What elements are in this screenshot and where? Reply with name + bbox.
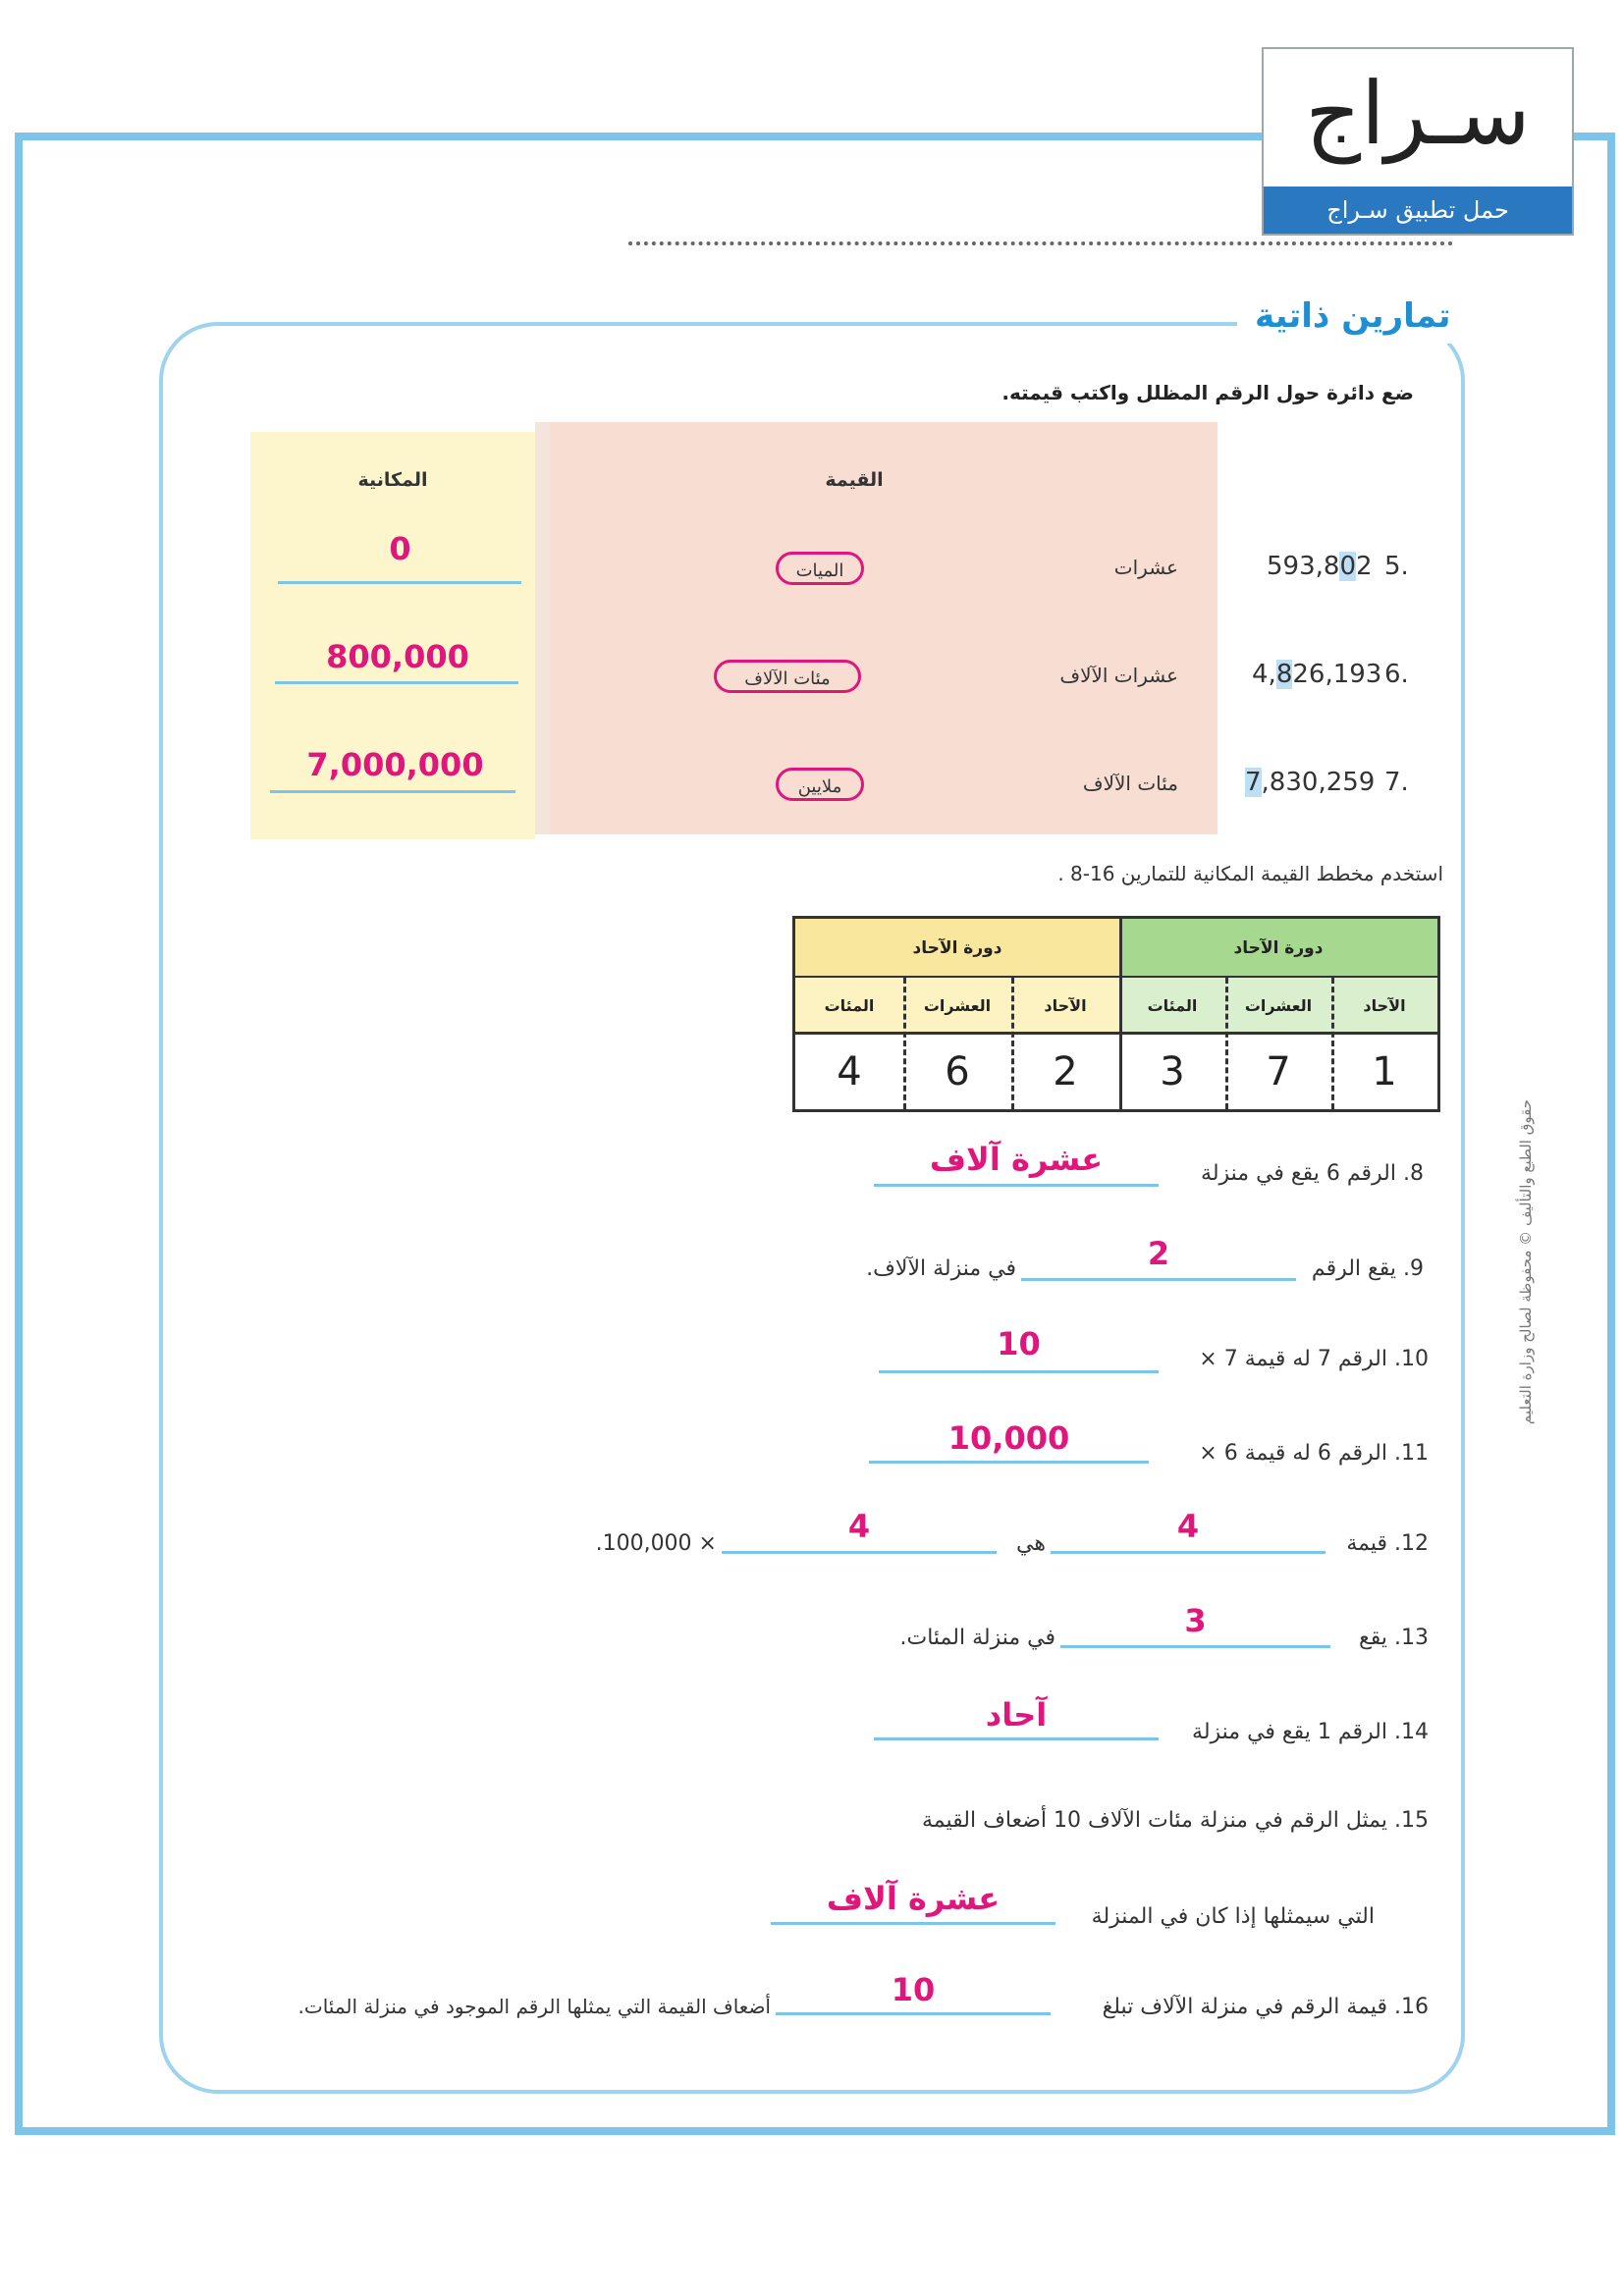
exercise-number: 6. — [1384, 660, 1409, 689]
exercise-14-answer: آحاد — [985, 1696, 1048, 1734]
header-ones: الآحاد — [1331, 978, 1437, 1035]
exercise-9-text: 9. يقع الرقم — [1311, 1256, 1424, 1281]
column-header-value: القيمة — [825, 469, 884, 491]
place-value-answer: 0 — [389, 530, 411, 567]
exercise-15-answer: عشرة آلاف — [826, 1880, 1001, 1917]
exercise-13-text: 13. يقع — [1359, 1626, 1429, 1650]
circled-answer: الميات — [776, 552, 864, 585]
exercise-15-text: 15. يمثل الرقم في منزلة مئات الآلاف 10 أضعاف القيمة — [922, 1808, 1429, 1833]
place-label: مئات الآلاف — [1082, 772, 1178, 795]
column-divider — [1331, 978, 1334, 1109]
exercise-12-text: 12. قيمة — [1346, 1531, 1429, 1556]
exercise-13-text-2: في منزلة المئات. — [899, 1626, 1055, 1650]
column-divider — [1011, 978, 1014, 1109]
group-divider — [1119, 919, 1122, 1109]
exercise-14-text: 14. الرقم 1 يقع في منزلة — [1192, 1720, 1429, 1744]
answer-line — [874, 1737, 1159, 1740]
column-divider — [903, 978, 906, 1109]
answer-line — [1060, 1645, 1330, 1648]
highlighted-digit: 0 — [1339, 552, 1356, 581]
header-hundreds: المئات — [1119, 978, 1225, 1035]
exercise-12-tail: × 100,000. — [595, 1531, 717, 1556]
exercise-16-answer: 10 — [891, 1971, 936, 2008]
answer-line — [771, 1922, 1055, 1925]
logo-tagline: حمل تطبيق سـراج — [1264, 187, 1572, 234]
group-header-right: دورة الآحاد — [1119, 919, 1437, 978]
place-label: عشرات — [1113, 556, 1178, 579]
exercise-10-text: 10. الرقم 7 له قيمة 7 × — [1199, 1347, 1429, 1371]
column-divider — [1225, 978, 1228, 1109]
instruction-2: استخدم مخطط القيمة المكانية للتمارين 16-8 . — [1057, 862, 1443, 885]
answer-line — [879, 1370, 1159, 1373]
digit: 7 — [1266, 1049, 1291, 1095]
answer-line — [722, 1551, 997, 1554]
number-593802: 593,802 — [1267, 552, 1373, 581]
exercise-8-text: 8. الرقم 6 يقع في منزلة — [1201, 1161, 1424, 1186]
place-value-answer: 800,000 — [326, 638, 469, 675]
place-label: عشرات الآلاف — [1059, 664, 1178, 687]
instruction: ضع دائرة حول الرقم المظلل واكتب قيمته. — [1001, 381, 1414, 404]
answer-line — [1051, 1551, 1325, 1554]
digit: 2 — [1053, 1049, 1078, 1095]
answer-line — [874, 1184, 1159, 1187]
digit: 6 — [945, 1049, 970, 1095]
exercise-12-mid: هي — [1016, 1531, 1046, 1556]
header-ones: الآحاد — [1011, 978, 1119, 1035]
digit: 1 — [1372, 1049, 1397, 1095]
exercise-12-answer-1: 4 — [1176, 1508, 1200, 1545]
highlighted-digit: 8 — [1275, 660, 1293, 689]
digit: 3 — [1160, 1049, 1185, 1095]
exercise-16-text: 16. قيمة الرقم في منزلة الآلاف تبلغ — [1102, 1995, 1429, 2019]
answer-line — [776, 2012, 1051, 2015]
number-4826193: 4,826,193 — [1252, 660, 1382, 689]
side-copyright-note: حقوق الطبع والتأليف © محفوظة لصالح وزارة التعليم — [1517, 1099, 1535, 1425]
digit: 4 — [837, 1049, 862, 1095]
exercise-10-answer: 10 — [997, 1325, 1041, 1362]
dotted-divider — [628, 241, 1453, 245]
place-value-chart — [792, 916, 1440, 1112]
place-value-answer: 7,000,000 — [306, 746, 484, 783]
highlighted-digit: 7 — [1245, 768, 1262, 797]
answer-line — [270, 790, 515, 793]
answer-line — [1021, 1278, 1296, 1281]
column-header-place-value: المكانية — [357, 469, 428, 491]
exercise-number: 7. — [1384, 768, 1409, 797]
section-title: تمارين ذاتية — [1237, 289, 1468, 344]
header-tens: العشرات — [1225, 978, 1331, 1035]
exercise-number: 5. — [1384, 552, 1409, 581]
group-header-left: دورة الآحاد — [795, 919, 1119, 978]
exercise-8-answer: عشرة آلاف — [929, 1141, 1104, 1178]
logo-word: سـراج — [1305, 63, 1531, 164]
header-hundreds: المئات — [795, 978, 903, 1035]
exercise-9-answer: 2 — [1147, 1235, 1170, 1272]
answer-line — [275, 681, 518, 684]
circled-answer: مئات الآلاف — [714, 660, 861, 693]
circled-answer: ملايين — [776, 768, 864, 801]
exercise-13-answer: 3 — [1184, 1602, 1207, 1639]
exercise-11-answer: 10,000 — [947, 1419, 1070, 1457]
number-7830259: 7,830,259 — [1245, 768, 1376, 797]
exercise-11-text: 11. الرقم 6 له قيمة 6 × — [1199, 1441, 1429, 1466]
exercise-16-text-2: أضعاف القيمة التي يمثلها الرقم الموجود في منزلة المئات. — [298, 1995, 771, 2018]
logo — [1262, 47, 1574, 236]
answer-line — [869, 1461, 1149, 1464]
exercise-9-text-2: في منزلة الآلاف. — [866, 1256, 1016, 1281]
exercise-12-answer-2: 4 — [847, 1508, 871, 1545]
header-tens: العشرات — [903, 978, 1011, 1035]
answer-line — [278, 581, 521, 584]
exercise-15-text-2: التي سيمثلها إذا كان في المنزلة — [1091, 1904, 1375, 1929]
